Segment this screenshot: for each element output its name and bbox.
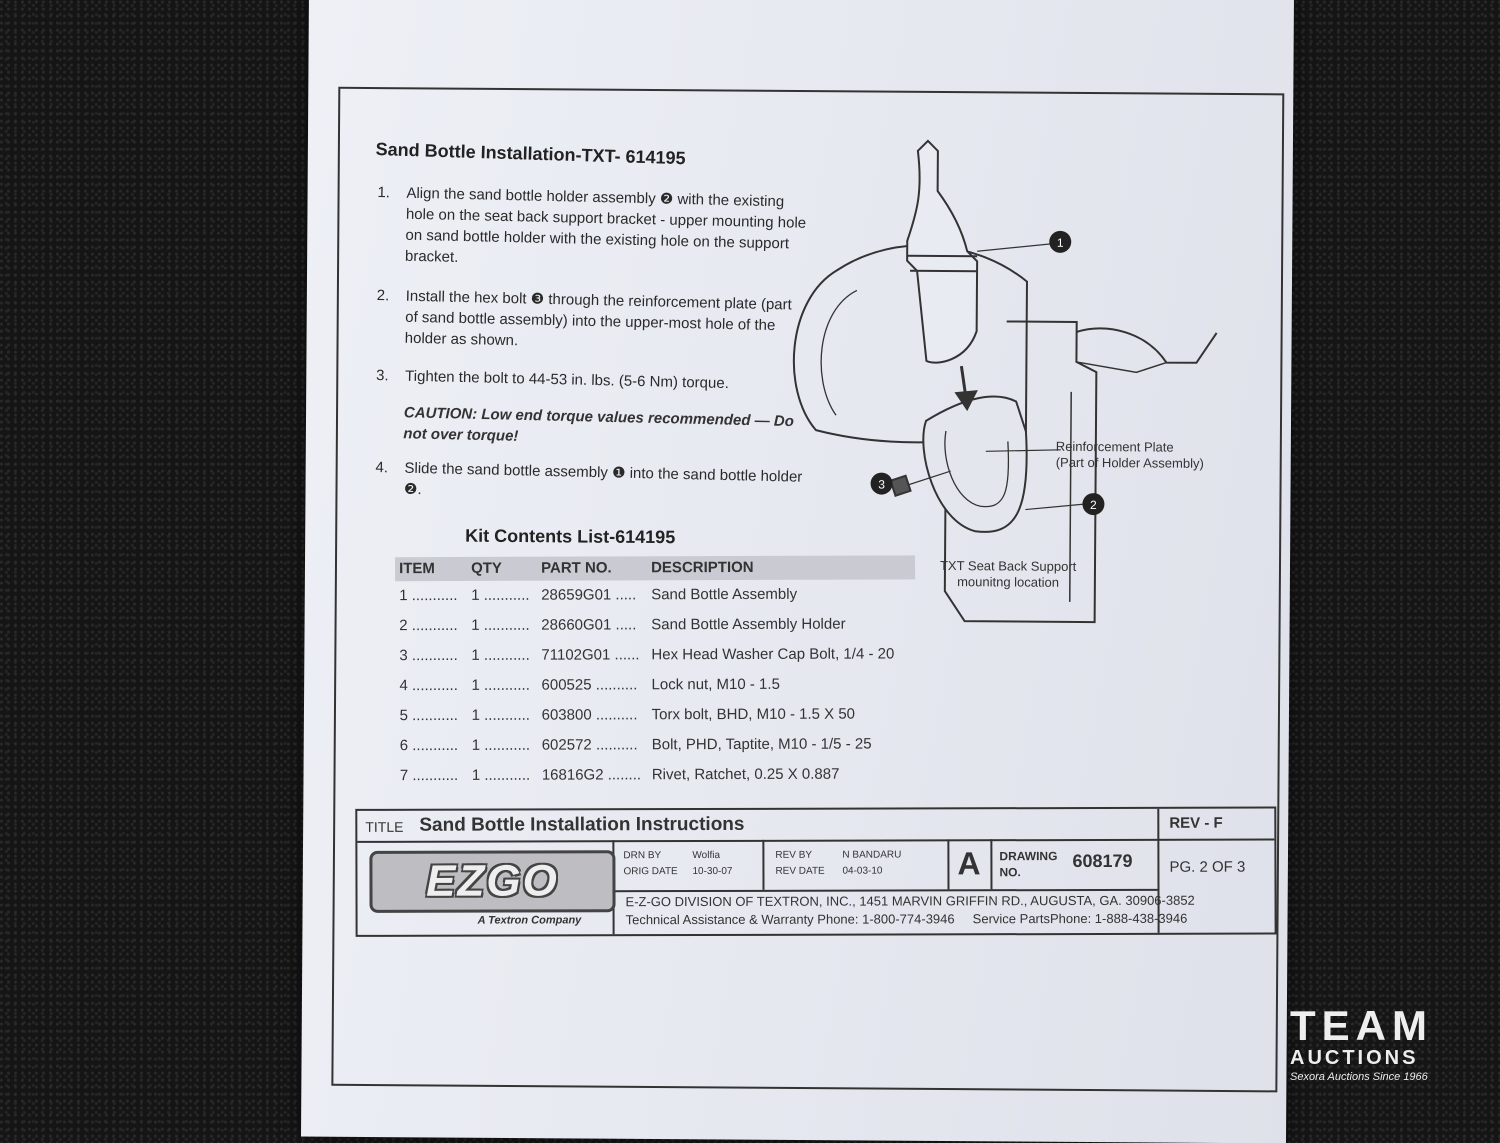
watermark-line-2: AUCTIONS	[1290, 1047, 1419, 1069]
cell-item: 7 ...........	[399, 766, 459, 785]
support-location-label	[940, 558, 1077, 591]
step-number: 3.	[375, 367, 389, 385]
step-number: 1.	[377, 184, 391, 202]
reinforcement-plate-label	[1056, 439, 1204, 472]
step-number: 4.	[375, 459, 389, 477]
instruction-sheet	[301, 0, 1294, 1143]
sand-bottle-shape	[906, 141, 978, 363]
title-block	[355, 807, 1276, 937]
table-row	[396, 759, 916, 791]
holder-shape	[923, 396, 1027, 532]
page-title: Sand Bottle Installation-TXT- 614195	[375, 139, 686, 169]
table-header	[395, 555, 915, 581]
document-title: Sand Bottle Installation Instructions	[419, 813, 745, 836]
table-row	[395, 669, 915, 701]
cell-description: Hex Head Washer Cap Bolt, 1/4 - 20	[651, 645, 895, 664]
cell-description: Rivet, Ratchet, 0.25 X 0.887	[651, 765, 840, 784]
drawing-number: 608179	[1072, 850, 1133, 872]
title-label: TITLE	[365, 818, 404, 835]
drawing-label-1: DRAWING	[999, 849, 1058, 864]
cell-qty: 1 ...........	[471, 676, 530, 694]
cell-description: Sand Bottle Assembly Holder	[651, 615, 846, 634]
page-number: PG. 2 OF 3	[1169, 858, 1246, 876]
drn-by-label: DRN BY	[623, 850, 662, 862]
rev-by-value: N BANDARU	[842, 849, 902, 861]
cell-qty: 1 ...........	[471, 736, 531, 754]
cell-item: 5 ...........	[399, 706, 458, 725]
cell-item: 1 ...........	[399, 586, 458, 605]
support-phones: Technical Assistance & Warranty Phone: 1-800-774-3946 Service PartsPhone: 1-888-438-3946	[625, 910, 1188, 928]
cell-part: 600525 ..........	[541, 676, 638, 694]
table-row	[395, 639, 915, 671]
cell-part: 28659G01 .....	[541, 586, 637, 604]
header-description: DESCRIPTION	[651, 558, 754, 577]
step-1	[376, 182, 808, 276]
table-row	[395, 579, 915, 611]
drn-by-value: Wolfia	[692, 849, 721, 862]
cell-description: Sand Bottle Assembly	[651, 585, 798, 604]
kit-contents-table	[395, 555, 916, 791]
cell-qty: 1 ...........	[471, 706, 530, 724]
cell-item: 4 ...........	[399, 676, 458, 695]
drawing-size: A	[957, 845, 981, 882]
ezgo-logo: EZGO	[369, 850, 615, 913]
cell-qty: 1 ...........	[471, 586, 530, 604]
kit-contents-title: Kit Contents List-614195	[465, 525, 676, 548]
logo-subtitle: A Textron Company	[477, 914, 582, 927]
cell-description: Lock nut, M10 - 1.5	[651, 675, 780, 694]
step-2	[376, 285, 807, 358]
step-text: Slide the sand bottle assembly ❶ into the sand bottle holder ❷.	[403, 459, 803, 499]
step-number: 2.	[376, 287, 390, 305]
cell-qty: 1 ...........	[471, 766, 531, 784]
cell-part: 16816G2 ........	[541, 766, 642, 784]
orig-date-label: ORIG DATE	[623, 866, 678, 878]
step-text: Align the sand bottle holder assembly ❷ with the existing hole on the seat back support bracket - upper mounting hole on sand bottle holder with the existing hole on the support bracket.	[404, 184, 807, 266]
header-item: ITEM	[399, 560, 435, 578]
header-part: PART NO.	[541, 559, 612, 577]
reinforcement-sub-line: (Part of Holder Assembly)	[1055, 454, 1204, 471]
support-sub-line: mounitng location	[957, 574, 1060, 590]
cell-item: 2 ...........	[399, 616, 458, 635]
watermark-line-3: Sexora Auctions Since 1966	[1290, 1071, 1428, 1083]
header-qty: QTY	[471, 559, 502, 577]
step-text: Install the hex bolt ❸ through the reinforcement plate (part of sand bottle assembly) into the upper-most hole of the holder as shown.	[404, 287, 792, 350]
step-text: Tighten the bolt to 44-53 in. lbs. (5-6 Nm) torque.	[404, 367, 730, 393]
callout-1-number: 1	[1056, 235, 1064, 250]
rev-date-value: 04-03-10	[842, 865, 883, 877]
orig-date-value: 10-30-07	[692, 865, 733, 878]
cell-part: 603800 ..........	[541, 706, 638, 724]
rev-by-label: REV BY	[775, 849, 813, 861]
cell-item: 6 ...........	[399, 736, 459, 755]
callout-3-number: 3	[878, 477, 885, 492]
cell-part: 602572 ..........	[541, 736, 638, 754]
cell-item: 3 ...........	[399, 646, 458, 665]
cell-description: Bolt, PHD, Taptite, M10 - 1/5 - 25	[651, 735, 872, 754]
cell-description: Torx bolt, BHD, M10 - 1.5 X 50	[651, 705, 856, 724]
cell-part: 71102G01 ......	[541, 646, 640, 664]
cell-qty: 1 ...........	[471, 646, 530, 664]
cell-qty: 1 ...........	[471, 616, 530, 634]
caution-note: CAUTION: Low end torque values recommended — Do not over torque!	[403, 404, 795, 445]
rev-date-label: REV DATE	[775, 865, 825, 877]
table-row	[396, 699, 916, 731]
revision-label: REV - F	[1169, 814, 1223, 832]
company-address: E-Z-GO DIVISION OF TEXTRON, INC., 1451 MARVIN GRIFFIN RD., AUGUSTA, GA. 30906-3852	[625, 892, 1195, 910]
team-auctions-watermark	[1290, 1002, 1433, 1085]
table-row	[395, 609, 915, 641]
watermark-line-1: TEAM	[1290, 1002, 1433, 1049]
drawing-label-2: NO.	[999, 865, 1021, 880]
reinforcement-label-line: Reinforcement Plate	[1055, 438, 1174, 455]
table-row	[396, 729, 916, 761]
callout-2-number: 2	[1090, 498, 1097, 513]
support-label-line: TXT Seat Back Support	[939, 557, 1077, 574]
cell-part: 28660G01 .....	[541, 616, 637, 634]
